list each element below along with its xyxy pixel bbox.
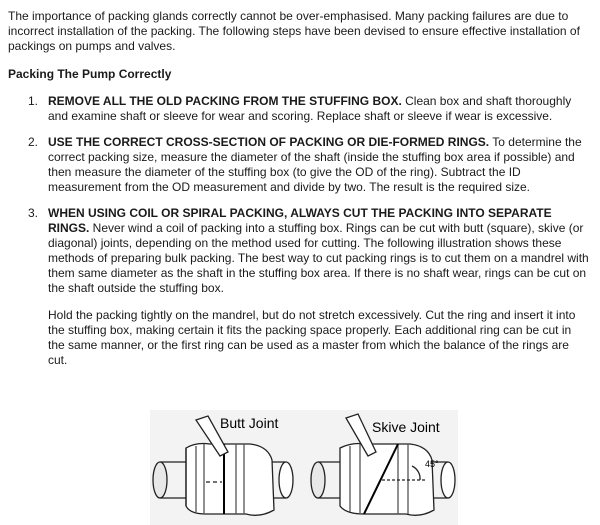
- joint-illustration: [150, 410, 458, 525]
- step-item: [0, 206, 590, 368]
- step-continuation: Hold the packing tightly on the mandrel, but do not stretch excessively. Cut the ring and insert it into the stuffing box, making certain it fits the packing space properly. Each additional ring can be cut in the same manner, or the first ring can be used as a master from which the balance of the rings are cut.: [48, 308, 576, 367]
- step-item: [0, 94, 590, 124]
- intro-paragraph: The importance of packing glands correctly cannot be over-emphasised. Many packing failures are due to incorrect installation of the packing. The following steps have been devised to ensure effective installation of packings on pumps and valves.: [8, 9, 580, 53]
- steps-list: [0, 94, 590, 379]
- step-number: 1.: [28, 94, 39, 108]
- step-number: 3.: [28, 206, 39, 220]
- angle-label: 45°: [425, 459, 439, 469]
- step-text: To determine the correct packing size, measure the diameter of the shaft (inside the stuffing box area if possible) and then measure the diameter of the stuffing box (to give the OD of the ring). Subtract the ID measurement from the OD measurement and divide by two. The result is the required size.: [48, 135, 582, 194]
- step-lead: WHEN USING COIL OR SPIRAL PACKING, ALWAYS CUT THE PACKING INTO SEPARATE RINGS.: [48, 206, 552, 235]
- step-item: [0, 135, 590, 195]
- section-heading: Packing The Pump Correctly: [8, 67, 172, 81]
- step-number: 2.: [28, 135, 39, 149]
- skive-joint-label: Skive Joint: [372, 419, 440, 435]
- step-text: Never wind a coil of packing into a stuffing box. Rings can be cut with butt (square), skive (or diagonal) joints, depending on the method used for cutting. The following illustration shows these methods of preparing bulk packing. The best way to cut packing rings is to cut them on a mandrel with them same diameter as the shaft in the stuffing box area. If there is no shaft wear, rings can be cut on the shaft outside the stuffing box.: [48, 221, 589, 295]
- step-lead: REMOVE ALL THE OLD PACKING FROM THE STUFFING BOX.: [48, 94, 402, 108]
- step-lead: USE THE CORRECT CROSS-SECTION OF PACKING OR DIE-FORMED RINGS.: [48, 135, 490, 149]
- butt-joint-label: Butt Joint: [220, 415, 279, 431]
- step-text: Clean box and shaft thoroughly and examine shaft or sleeve for wear and scoring. Replace shaft or sleeve if wear is excessive.: [48, 94, 572, 123]
